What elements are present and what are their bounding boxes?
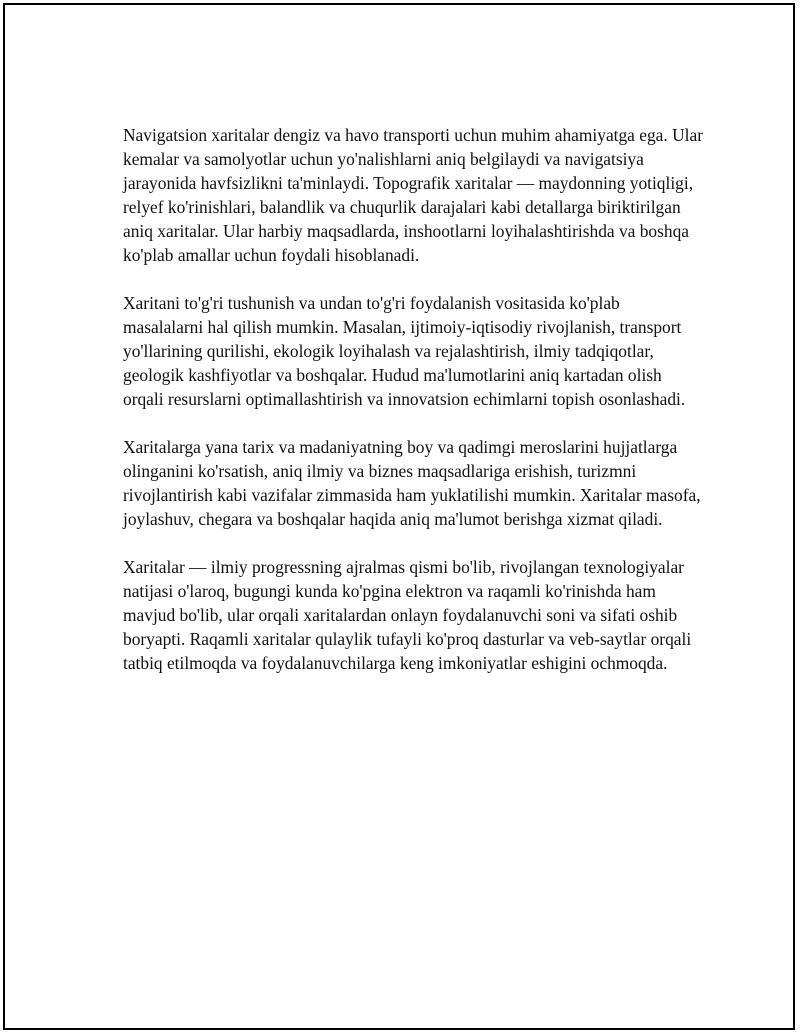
page-frame bbox=[3, 3, 795, 1030]
paragraph-4: Xaritalar — ilmiy progressning ajralmas qismi bo'lib, rivojlangan texnologiyalar natijasi o'laroq, bugungi kunda ko'pgina elektron va raqamli ko'rinishda ham mavjud bo'lib, ular orqali xaritalardan onlayn foydalanuvchi soni va sifati oshib boryapti. Raqamli xaritalar qulaylik tufayli ko'proq dasturlar va veb-saytlar orqali tatbiq etilmoqda va foydalanuvchilarga keng imkoniyatlar eshigini ochmoqda. bbox=[123, 557, 692, 673]
paragraph-3: Xaritalarga yana tarix va madaniyatning boy va qadimgi meroslarini hujjatlarga olinganini ko'rsatish, aniq ilmiy va biznes maqsadlariga erishish, turizmni rivojlantirish kabi vazifalar zimmasida ham yuklatilishi mumkin. Xaritalar masofa, joylashuv, chegara va boshqalar haqida aniq ma'lumot berishga xizmat qiladi. bbox=[123, 437, 701, 529]
paragraph-2: Xaritani to'g'ri tushunish va undan to'g'ri foydalanish vositasida ko'plab masalalarni hal qilish mumkin. Masalan, ijtimoiy-iqtisodiy rivojlanish, transport yo'llarining qurilishi, ekologik loyihalash va rejalashtirish, ilmiy tadqiqotlar, geologik kashfiyotlar va boshqalar. Hudud ma'lumotlarini aniq kartadan olish orqali resurslarni optimallashtirish va innovatsion echimlarni topish osonlashadi. bbox=[123, 293, 686, 409]
document-body bbox=[123, 123, 703, 699]
paragraph-1: Navigatsion xaritalar dengiz va havo transporti uchun muhim ahamiyatga ega. Ular kemalar va samolyotlar uchun yo'nalishlarni aniq belgilaydi va navigatsiya jarayonida havfsizlikni ta'minlaydi. Topografik xaritalar — maydonning yotiqligi, relyef ko'rinishlari, balandlik va chuqurlik darajalari kabi detallarga biriktirilgan aniq xaritalar. Ular harbiy maqsadlarda, inshootlarni loyihalashtirishda va boshqa ko'plab amallar uchun foydali hisoblanadi. bbox=[123, 125, 703, 265]
